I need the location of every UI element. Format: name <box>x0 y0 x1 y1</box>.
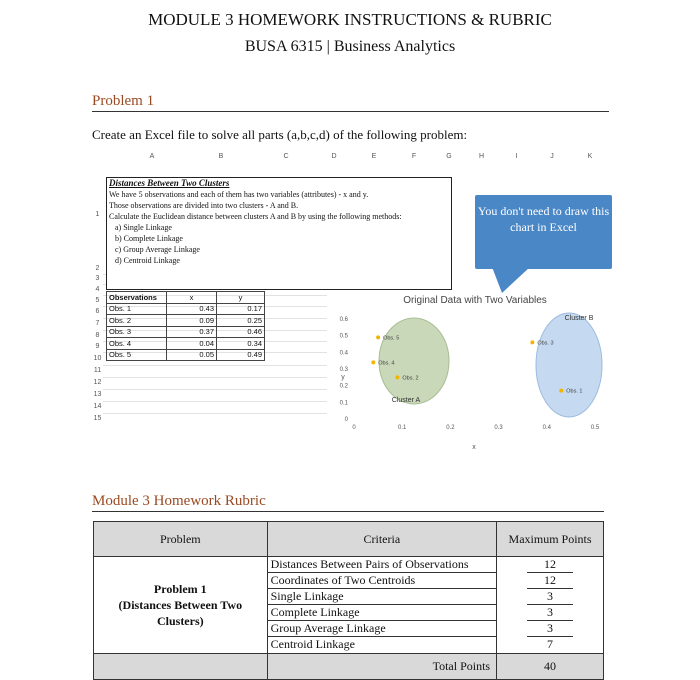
rubric-heading: Module 3 Homework Rubric <box>92 493 266 509</box>
data-point-label: Obs. 4 <box>378 360 395 367</box>
table-cell: Obs. 5 <box>107 349 167 361</box>
row-header[interactable]: 13 <box>93 391 102 398</box>
rubric-criterion: Distances Between Pairs of Observations <box>268 557 496 573</box>
y-tick-label: 0.1 <box>339 400 348 407</box>
rubric-col-points: Maximum Points <box>497 522 604 557</box>
rubric-points: 3 <box>527 589 573 605</box>
column-header[interactable]: F <box>411 153 417 160</box>
rubric-problem-name: Problem 1 <box>153 582 207 596</box>
data-point <box>376 335 380 339</box>
data-point <box>559 389 563 393</box>
data-point <box>530 340 534 344</box>
box-line: a) Single Linkage <box>115 223 172 232</box>
data-point <box>371 360 375 364</box>
column-header[interactable]: D <box>331 153 337 160</box>
data-point-label: Obs. 5 <box>383 335 400 342</box>
box-line: d) Centroid Linkage <box>115 256 180 265</box>
cluster-b-shape <box>536 313 602 417</box>
table-cell: 0.43 <box>167 303 217 315</box>
rubric-points: 3 <box>527 621 573 637</box>
rubric-problem-cell <box>94 557 268 654</box>
table-cell: 0.46 <box>217 326 265 338</box>
table-cell: 0.25 <box>217 315 265 327</box>
x-tick-label: 0.4 <box>542 425 551 431</box>
rubric-col-problem: Problem <box>94 522 268 557</box>
data-point <box>395 375 399 379</box>
chart-title: Original Data with Two Variables <box>403 295 547 306</box>
y-tick-label: 0.6 <box>339 317 348 323</box>
column-header[interactable]: J <box>550 153 554 160</box>
table-row <box>107 349 265 361</box>
row-header[interactable]: 7 <box>95 320 100 327</box>
grid-line <box>103 413 327 414</box>
box-line: We have 5 observations and each of them has two variables (attributes) - x and y. <box>109 190 369 199</box>
callout-tail <box>492 267 530 293</box>
box-title: Distances Between Two Clusters <box>109 178 230 188</box>
row-header[interactable]: 8 <box>95 332 100 339</box>
x-tick-label: 0.2 <box>446 425 455 431</box>
row-header[interactable]: 3 <box>95 275 100 282</box>
grid-line <box>103 389 327 390</box>
rubric-criterion: Coordinates of Two Centroids <box>268 573 496 589</box>
problem-intro: Create an Excel file to solve all parts (a,b,c,d) of the following problem: <box>92 127 468 142</box>
y-tick-label: 0.2 <box>339 383 348 390</box>
rubric-col-criteria: Criteria <box>267 522 496 557</box>
rubric-points: 12 <box>527 573 573 589</box>
rubric-criteria-list <box>267 557 496 654</box>
rubric-problem-sub: (Distances Between Two Clusters) <box>118 598 243 628</box>
table-cell: 0.17 <box>217 303 265 315</box>
y-tick-label: 0.3 <box>339 367 348 373</box>
header-cell: Observations <box>107 292 167 304</box>
y-tick-label: 0.4 <box>339 350 348 357</box>
row-header[interactable]: 5 <box>95 297 100 304</box>
table-cell: 0.37 <box>167 326 217 338</box>
rubric-criterion: Single Linkage <box>268 589 496 605</box>
callout-note: You don't need to draw this chart in Excel <box>475 195 612 269</box>
rubric-points: 7 <box>547 637 554 651</box>
box-line: Those observations are divided into two clusters - A and B. <box>109 201 299 210</box>
box-line: b) Complete Linkage <box>115 234 183 243</box>
table-cell: 0.09 <box>167 315 217 327</box>
box-line: Calculate the Euclidean distance between clusters A and B by using the following methods: <box>109 212 402 221</box>
table-row <box>107 326 265 338</box>
table-header-row <box>107 292 265 304</box>
row-header[interactable]: 15 <box>93 415 102 422</box>
column-header[interactable]: H <box>478 153 485 160</box>
data-point-label: Obs. 1 <box>566 388 583 395</box>
table-cell: 0.34 <box>217 338 265 350</box>
excel-screenshot <box>92 153 610 450</box>
x-tick-label: 0.1 <box>398 425 407 431</box>
x-tick-label: 0 <box>352 425 356 431</box>
x-tick-label: 0.3 <box>494 425 503 431</box>
column-header[interactable]: A <box>149 153 155 160</box>
table-row <box>107 303 265 315</box>
problem-text-box <box>106 177 452 290</box>
document-title: MODULE 3 HOMEWORK INSTRUCTIONS & RUBRIC <box>148 10 552 29</box>
data-point-label: Obs. 3 <box>537 340 554 347</box>
table-row <box>107 315 265 327</box>
rubric-heading-rule <box>92 511 604 512</box>
header-cell: x <box>167 292 217 304</box>
x-axis-label: x <box>472 444 476 450</box>
problem-heading-rule <box>92 111 609 112</box>
document-subtitle: BUSA 6315 | Business Analytics <box>244 38 456 55</box>
scatter-chart <box>327 291 610 450</box>
grid-line <box>103 365 327 366</box>
rubric-points: 12 <box>527 557 573 573</box>
y-tick-label: 0 <box>344 417 348 423</box>
header-cell: y <box>217 292 265 304</box>
table-cell: 0.05 <box>167 349 217 361</box>
row-header[interactable]: 1 <box>95 211 100 218</box>
table-cell: Obs. 4 <box>107 338 167 350</box>
rubric-total-value: 40 <box>497 654 604 680</box>
grid-line <box>103 377 327 378</box>
table-row <box>107 338 265 350</box>
rubric-criterion: Group Average Linkage <box>268 621 496 637</box>
row-header[interactable]: 2 <box>95 265 100 272</box>
grid-line <box>103 401 327 402</box>
row-header[interactable]: 4 <box>95 286 100 293</box>
column-header[interactable]: C <box>283 153 289 160</box>
cluster-b-label: Cluster B <box>564 315 594 322</box>
row-header[interactable]: 14 <box>93 403 102 410</box>
rubric-table <box>93 521 604 680</box>
y-axis-label: y <box>341 374 345 381</box>
problem-heading: Problem 1 <box>92 93 155 109</box>
table-cell: Obs. 1 <box>107 303 167 315</box>
box-line: c) Group Average Linkage <box>115 245 200 254</box>
row-header[interactable]: 12 <box>93 379 102 386</box>
row-header[interactable]: 11 <box>93 367 102 374</box>
cluster-a-label: Cluster A <box>391 397 421 404</box>
rubric-points: 3 <box>527 605 573 621</box>
column-header[interactable]: I <box>515 153 518 160</box>
table-cell: 0.04 <box>167 338 217 350</box>
rubric-criterion: Centroid Linkage <box>270 637 355 651</box>
rubric-header-row <box>94 522 604 557</box>
column-header[interactable]: G <box>446 153 452 160</box>
row-header[interactable]: 10 <box>93 355 102 362</box>
x-tick-label: 0.5 <box>590 425 600 431</box>
rubric-points-list <box>497 557 604 654</box>
table-cell: 0.49 <box>217 349 265 361</box>
table-cell: Obs. 3 <box>107 326 167 338</box>
rubric-total-label: Total Points <box>267 654 496 680</box>
y-tick-label: 0.5 <box>339 333 348 340</box>
row-header[interactable]: 9 <box>95 343 100 350</box>
table-cell: Obs. 2 <box>107 315 167 327</box>
data-point-label: Obs. 2 <box>402 375 419 382</box>
rubric-problem-row <box>94 557 604 654</box>
column-header[interactable]: K <box>587 153 593 160</box>
observations-table <box>106 291 265 361</box>
column-header[interactable]: E <box>371 153 377 160</box>
rubric-criterion: Complete Linkage <box>268 605 496 621</box>
row-header[interactable]: 6 <box>95 308 100 315</box>
column-header[interactable]: B <box>218 153 224 160</box>
